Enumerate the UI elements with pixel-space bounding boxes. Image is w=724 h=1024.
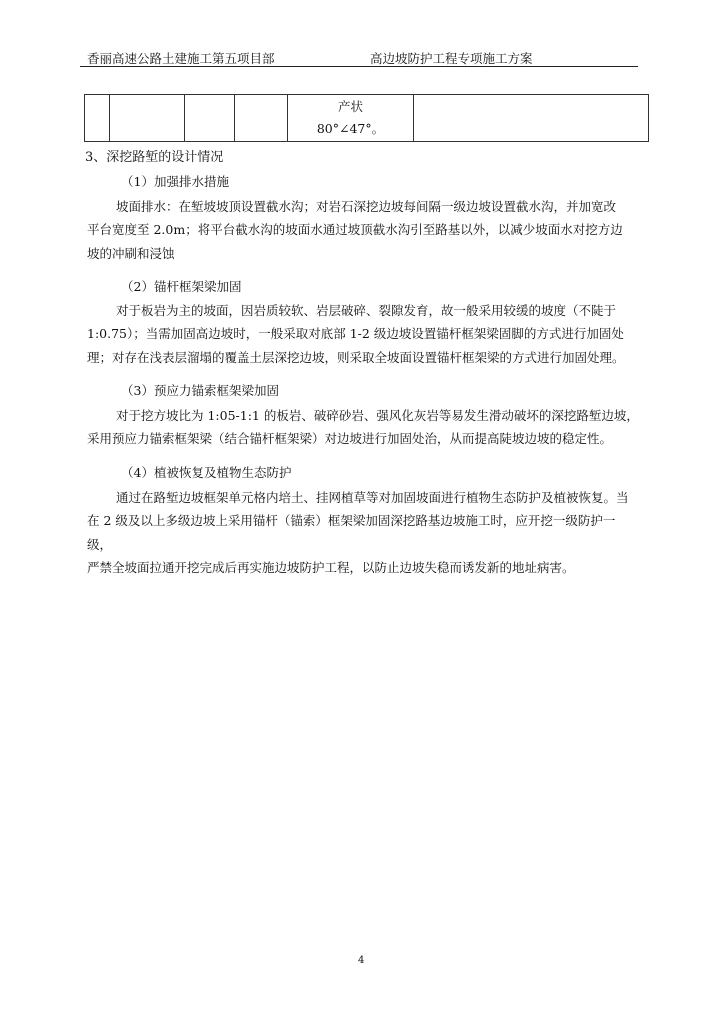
paragraph-prestressed: [87, 404, 639, 451]
paragraph-vegetation: [87, 486, 639, 579]
text-line: 通过在路堑边坡框架单元格内培土、挂网植草等对加固坡面进行植物生态防护及植被恢复。当: [116, 490, 629, 505]
table-fragment: [84, 94, 649, 142]
text-line: 对于挖方坡比为 1:05-1:1 的板岩、破碎砂岩、强风化灰岩等易发生滑动破坏的深挖路堑边坡，: [116, 408, 639, 423]
text-line: 平台宽度至 2.0m；将平台截水沟的坡面水通过坡顶截水沟引至路基以外，以减少坡面水对挖方边: [87, 222, 623, 238]
table-cell-occurrence: [288, 95, 414, 142]
section-title: 3、深挖路堑的设计情况: [85, 150, 224, 165]
paragraph-anchor-frame: [87, 299, 639, 369]
subheading-vegetation: （4）植被恢复及植物生态防护: [121, 465, 292, 480]
text-line: 采用预应力锚索框架梁（结合锚杆框架梁）对边坡进行加固处治，从而提高陡坡边坡的稳定性。: [87, 431, 613, 447]
text-line: 坡的冲刷和浸蚀: [87, 245, 175, 261]
table-cell: [414, 95, 649, 142]
subheading-prestressed: （3）预应力锚索框架梁加固: [121, 383, 279, 398]
table-cell: [185, 95, 235, 142]
paragraph-drainage: [87, 195, 639, 265]
text-line: 坡面排水：在堑坡坡顶设置截水沟；对岩石深挖边坡每间隔一级边坡设置截水沟，并加宽改: [116, 199, 617, 214]
table-row: [85, 95, 649, 142]
occurrence-label: 产状: [337, 99, 363, 114]
table-cell: [85, 95, 110, 142]
table-cell: [235, 95, 288, 142]
text-line: 在 2 级及以上多级边坡上采用锚杆（锚索）框架梁加固深挖路基边坡施工时，应开挖一级防护一级，: [87, 513, 616, 552]
text-line: 1:0.75）；当需加固高边坡时，一般采取对底部 1-2 级边坡设置锚杆框架梁固脚的方式进行加固处: [87, 326, 624, 342]
subheading-drainage: （1）加强排水措施: [121, 174, 229, 189]
header-rule: [80, 66, 638, 67]
page-number: 4: [358, 955, 365, 966]
subheading-anchor-frame: （2）锚杆框架梁加固: [121, 279, 242, 294]
text-line: 对于板岩为主的坡面，因岩质较软、岩层破碎、裂隙发育，故一般采用较缓的坡度（不陡于: [116, 303, 617, 318]
occurrence-value: 80°∠47°。: [316, 121, 385, 136]
text-line: 理；对存在浅表层溜塌的覆盖土层深挖边坡，则采取全坡面设置锚杆框架梁的方式进行加固处理。: [87, 349, 625, 365]
text-line: 严禁全坡面拉通开挖完成后再实施边坡防护工程，以防止边坡失稳而诱发新的地址病害。: [87, 559, 575, 575]
table-cell: [110, 95, 185, 142]
header-company: 香丽高速公路土建施工第五项目部: [87, 51, 275, 66]
header-doc-title: 高边坡防护工程专项施工方案: [370, 51, 533, 66]
